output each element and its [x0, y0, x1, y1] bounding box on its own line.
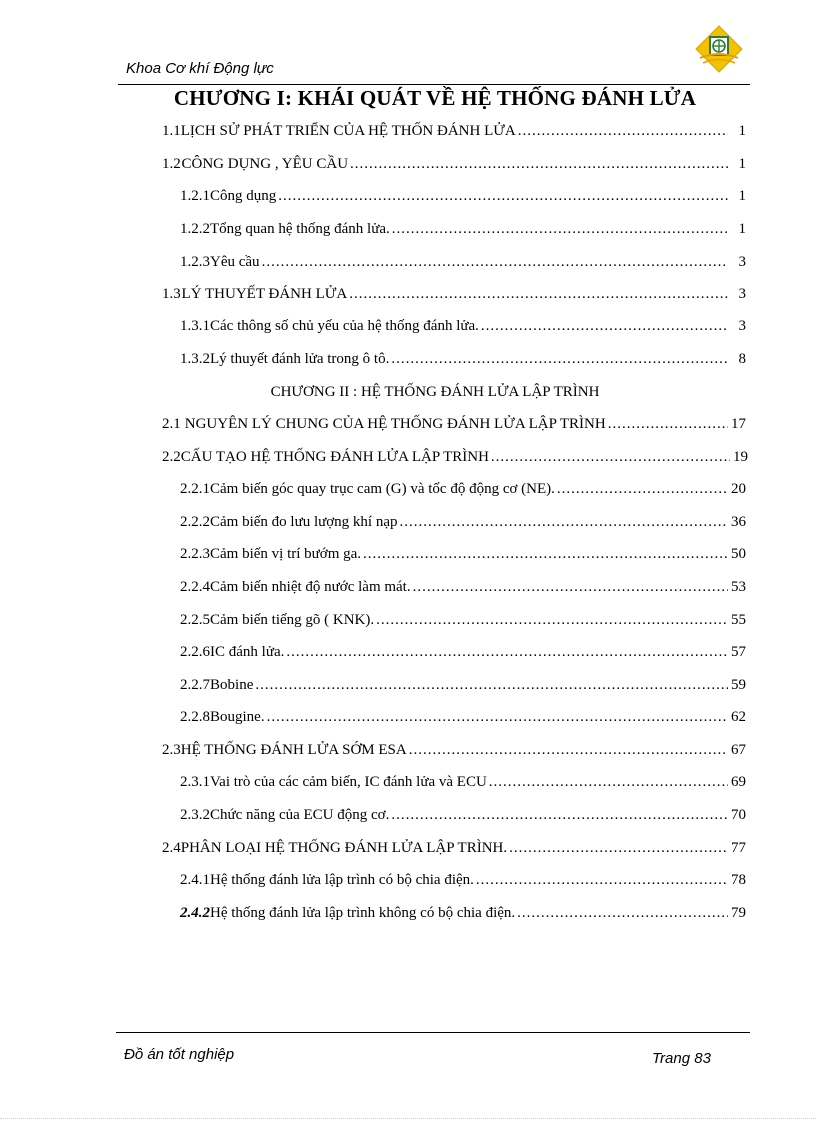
- toc-row[interactable]: 1.1 LỊCH SỬ PHÁT TRIỂN CỦA HỆ THỐN ĐÁNH LỬA ..... 1: [162, 123, 746, 145]
- chapter-2-title: CHƯƠNG II : HỆ THỐNG ĐÁNH LỬA LẬP TRÌNH: [270, 384, 600, 400]
- department-header: Khoa Cơ khí Động lực: [126, 60, 274, 77]
- toc-row[interactable]: 2.2.2 Cảm biến đo lưu lượng khí nạp ..... 36: [162, 514, 746, 536]
- toc-row[interactable]: 2.2.3 Cảm biến vị trí bướm ga. ..... 50: [162, 546, 746, 568]
- toc-row[interactable]: 2.2.5 Cảm biến tiếng gõ ( KNK). ..... 55: [162, 612, 746, 634]
- toc-row[interactable]: 2.4 PHÂN LOẠI HỆ THỐNG ĐÁNH LỬA LẬP TRÌNH. ..... 77: [162, 840, 746, 862]
- footer-rule: [116, 1032, 750, 1033]
- toc-row[interactable]: 2.4.2 Hệ thống đánh lửa lập trình không có bộ chia điện. ..... 79: [162, 905, 746, 927]
- page-edge-divider: [0, 1118, 816, 1119]
- toc-row[interactable]: 1.2.3 Yêu cầu ..... 3: [162, 254, 746, 276]
- toc-row[interactable]: 2.2.6 IC đánh lửa. ..... 57: [162, 644, 746, 666]
- toc-row[interactable]: 1.2.2 Tổng quan hệ thống đánh lửa. ..... 1: [162, 221, 746, 243]
- toc-row[interactable]: 2.1 NGUYÊN LÝ CHUNG CỦA HỆ THỐNG ĐÁNH LỬA LẬP TRÌNH ..... 17: [162, 416, 746, 438]
- toc-row[interactable]: 2.4.1 Hệ thống đánh lửa lập trình có bộ chia điện. ..... 78: [162, 872, 746, 894]
- toc-row[interactable]: 1.3 LÝ THUYẾT ĐÁNH LỬA ..... 3: [162, 286, 746, 308]
- toc-row[interactable]: 2.2.4 Cảm biến nhiệt độ nước làm mát. ..... 53: [162, 579, 746, 601]
- toc-row[interactable]: 1.3.2 Lý thuyết đánh lửa trong ô tô. ..... 8: [162, 351, 746, 373]
- toc-row[interactable]: 2.3 HỆ THỐNG ĐÁNH LỬA SỚM ESA ..... 67: [162, 742, 746, 764]
- toc-row[interactable]: 1.2 CÔNG DỤNG , YÊU CẦU ..... 1: [162, 156, 746, 178]
- toc-row[interactable]: 1.2.1 Công dụng ..... 1: [162, 188, 746, 210]
- page-number: Trang 83: [652, 1050, 711, 1067]
- toc-row[interactable]: 1.3.1 Các thông số chủ yếu của hệ thống đánh lửa. ..... 3: [162, 318, 746, 340]
- chapter-1-title: CHƯƠNG I: KHÁI QUÁT VỀ HỆ THỐNG ĐÁNH LỬA: [173, 86, 697, 110]
- toc-row[interactable]: 2.3.2 Chức năng của ECU động cơ. ..... 70: [162, 807, 746, 829]
- university-logo-icon: [694, 24, 744, 74]
- toc-row[interactable]: 2.3.1 Vai trò của các cảm biến, IC đánh lửa và ECU ..... 69: [162, 774, 746, 796]
- toc-row[interactable]: 2.2 CẤU TẠO HỆ THỐNG ĐÁNH LỬA LẬP TRÌNH ..... 19: [162, 449, 748, 471]
- footer-thesis-label: Đồ án tốt nghiệp: [124, 1046, 235, 1063]
- toc-row[interactable]: 2.2.1 Cảm biến góc quay trục cam (G) và tốc độ động cơ (NE). ..... 20: [162, 481, 746, 503]
- toc-row[interactable]: 2.2.8 Bougine. ..... 62: [162, 709, 746, 731]
- header-rule: [118, 84, 750, 85]
- toc-row[interactable]: 2.2.7 Bobine ..... 59: [162, 677, 746, 699]
